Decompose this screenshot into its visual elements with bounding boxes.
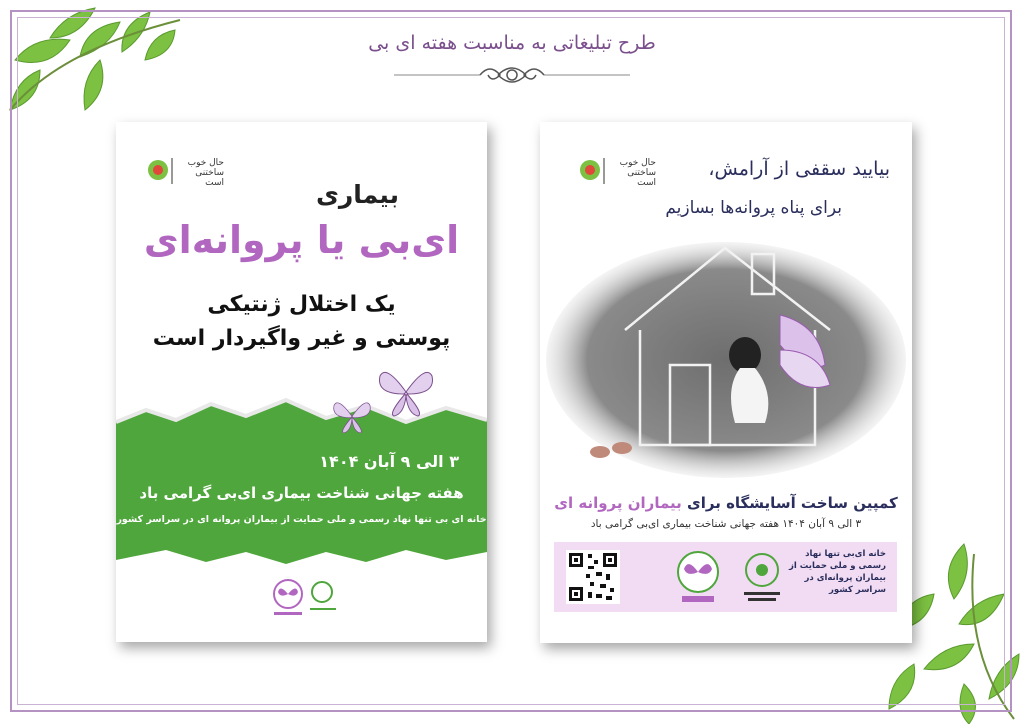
ornament-divider	[394, 58, 630, 92]
chalk-house-illustration	[540, 240, 912, 480]
headline-2: برای پناه پروانه‌ها بسازیم	[665, 198, 842, 218]
logo-text: حال خوب ساختنی است	[187, 158, 224, 188]
headline-1: بیایید سقفی از آرامش،	[708, 158, 890, 180]
campaign-title	[540, 494, 912, 512]
campaign-prefix: کمپین ساخت آسایشگاه برای	[687, 494, 898, 512]
qr-code	[566, 550, 620, 604]
campaign-highlight: بیماران پروانه ای	[554, 494, 682, 512]
week-title: هفته جهانی شناخت بیماری ای‌بی گرامی باد	[139, 484, 464, 502]
page-title: طرح تبلیغاتی به مناسبت هفته ای بی	[368, 32, 656, 54]
event-date: ۳ الی ۹ آبان ۱۴۰۴	[319, 452, 459, 471]
home-note: خانه ای بی تنها نهاد رسمی و ملی حمایت از بیماران پروانه ای در سراسر کشور	[116, 514, 487, 525]
title-big: ای‌بی یا پروانه‌ای	[143, 218, 460, 262]
band-text: خانه ای‌بی تنها نهاد رسمی و ملی حمایت از بیماران پروانه‌ای در سراسر کشور	[788, 549, 886, 595]
description-line-2: پوستی و غیر واگیردار است	[152, 326, 451, 351]
logo-text: حال خوب ساختنی است	[619, 158, 656, 188]
title-small: بیماری	[315, 180, 399, 209]
eb-home-logo	[668, 548, 728, 608]
footer-logos	[268, 574, 340, 624]
butterfly-icon-small	[331, 397, 373, 435]
date-line: ۳ الی ۹ آبان ۱۴۰۴ هفته جهانی شناخت بیماری ای‌بی گرامی باد	[590, 518, 862, 530]
butterfly-icon	[376, 364, 436, 419]
poster-right	[540, 122, 912, 643]
description-line-1: یک اختلال ژنتیکی	[207, 292, 396, 317]
description	[116, 288, 487, 356]
poster-left	[116, 122, 487, 642]
